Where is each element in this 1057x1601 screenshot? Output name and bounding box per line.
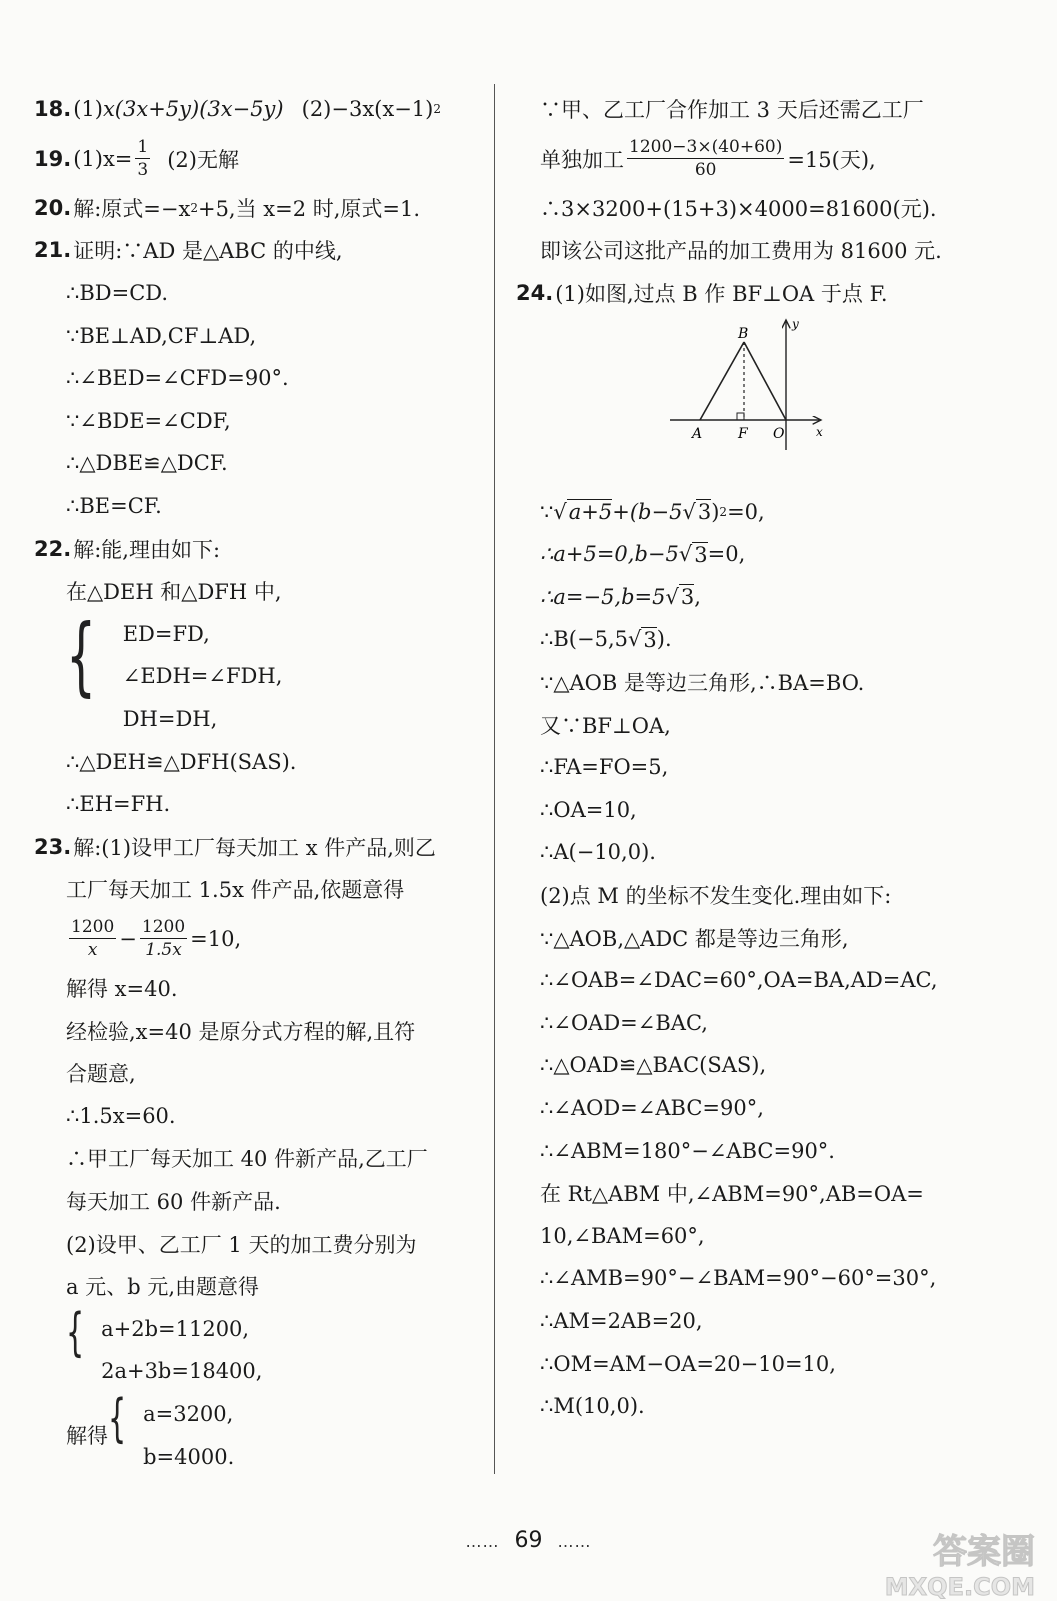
q20-line xyxy=(34,187,494,230)
q19-fraction xyxy=(135,136,150,181)
side-bo xyxy=(744,342,786,420)
q24-step: ∴OA=10, xyxy=(540,797,637,822)
q24-step: ∴AM=2AB=20, xyxy=(540,1308,703,1333)
coordinate-figure xyxy=(516,314,996,490)
q23-intro: 解:(1)设甲工厂每天加工 x 件产品,则乙 xyxy=(73,835,436,860)
footer-dots-left: …… xyxy=(465,1532,500,1551)
label-a: A xyxy=(692,426,703,443)
q18-part1-label: (1) xyxy=(73,97,103,122)
q24-step: ∴∠OAB=∠DAC=60°,OA=BA,AD=AC, xyxy=(540,968,938,993)
q21-number: 21. xyxy=(34,238,72,263)
watermark-domain: MXQE.COM xyxy=(884,1573,1035,1601)
q24-step: 10,∠BAM=60°, xyxy=(540,1223,705,1248)
q20-text2: +5,当 x=2 时,原式=1. xyxy=(197,196,421,221)
label-b: B xyxy=(738,326,749,343)
q18-part2-expr: (2)−3x(x−1) xyxy=(301,97,434,122)
q23-rhs: =10, xyxy=(190,926,242,951)
q23-equation-system xyxy=(34,1303,494,1392)
q23-frac1 xyxy=(69,916,116,961)
q22-step: 在△DEH 和△DFH 中, xyxy=(66,580,282,605)
q19-part2: (2)无解 xyxy=(167,147,239,172)
s2-end: =0, xyxy=(707,542,746,567)
label-x: x xyxy=(816,425,823,440)
q23-sys-row: 2a+3b=18400, xyxy=(101,1359,263,1384)
s4-radicand: 3 xyxy=(643,627,657,652)
q24-step: ∴A(−10,0). xyxy=(540,840,656,865)
q23-continued-fraction-line xyxy=(516,131,996,187)
r1-prefix: 单独加工 xyxy=(540,147,624,172)
q19-number: 19. xyxy=(34,146,72,171)
q23-sol-row: b=4000. xyxy=(143,1444,235,1469)
s1-radicand2: 3 xyxy=(697,500,712,525)
q23-step: 解得 x=40. xyxy=(66,976,178,1001)
r1-frac-den: 60 xyxy=(694,160,717,181)
s1-radicand: a+5 xyxy=(568,500,613,525)
q22-sys-row: DH=DH, xyxy=(122,707,218,732)
q24-step: ∴a=−5,b=5 √ 3 , xyxy=(540,584,701,610)
q23-frac2 xyxy=(140,916,187,961)
q23-step: ∴甲工厂每天加工 40 件新产品,乙工厂 xyxy=(66,1147,428,1172)
label-f: F xyxy=(738,426,748,443)
side-ab xyxy=(700,342,744,420)
s4-end: ). xyxy=(656,627,672,652)
q24-step: (2)点 M 的坐标不发生变化.理由如下: xyxy=(540,884,892,909)
brace-symbol: { xyxy=(108,1388,127,1449)
q22-number: 22. xyxy=(34,536,72,561)
q20-text1: 解:原式=−x xyxy=(73,196,191,221)
q21-line-0 xyxy=(34,229,494,272)
q19-frac-num: 1 xyxy=(137,137,149,158)
s3-text: ∴a=−5,b=5 xyxy=(540,584,666,609)
q23-step: ∴1.5x=60. xyxy=(66,1103,176,1128)
q23-equation xyxy=(34,911,494,967)
s2-radicand: 3 xyxy=(694,542,708,567)
q23-step: 合题意, xyxy=(66,1062,136,1087)
q23-line-0 xyxy=(34,826,494,869)
q24-line-0 xyxy=(516,272,996,315)
q24-step: ∴M(10,0). xyxy=(540,1394,645,1419)
triangle-diagram xyxy=(666,314,836,464)
q18-part1-expr: x(3x+5y)(3x−5y) xyxy=(102,97,284,122)
q24-step: ∴∠ABM=180°−∠ABC=90°. xyxy=(540,1138,835,1163)
brace-symbol: { xyxy=(66,605,97,706)
s1-exponent: 2 xyxy=(719,504,728,519)
page-number: 69 xyxy=(514,1528,543,1553)
q20-number: 20. xyxy=(34,195,72,220)
s3-radicand: 3 xyxy=(680,585,695,610)
column-divider xyxy=(494,84,495,1474)
q23-step: a 元、b 元,由题意得 xyxy=(66,1275,259,1300)
q23-step: 每天加工 60 件新产品. xyxy=(66,1189,281,1214)
q22-step: ∴EH=FH. xyxy=(66,792,171,817)
q20-exponent: 2 xyxy=(190,200,198,215)
s4-text: ∴B(−5,5 xyxy=(540,627,628,652)
q23-sys-row: a+2b=11200, xyxy=(101,1316,250,1341)
q24-step: ∴∠AMB=90°−∠BAM=90°−60°=30°, xyxy=(540,1266,937,1291)
q23-step: 经检验,x=40 是原分式方程的解,且符 xyxy=(66,1019,416,1044)
q24-step: ∴OM=AM−OA=20−10=10, xyxy=(540,1351,836,1376)
left-column xyxy=(34,88,494,1478)
q23-frac2-den: 1.5x xyxy=(145,940,182,961)
q23-frac1-num: 1200 xyxy=(71,917,115,938)
q22-step: ∴△DEH≌△DFH(SAS). xyxy=(66,749,297,774)
q22-line-0 xyxy=(34,527,494,570)
brace-symbol: { xyxy=(66,1303,85,1364)
q19-line xyxy=(34,131,494,187)
right-column xyxy=(516,88,996,1427)
label-y: y xyxy=(792,317,799,332)
s1-paren: ) xyxy=(711,499,720,524)
q24-step-sqrt: ∵ √ a+5 +(b−5 √ 3 ) 2 =0, xyxy=(540,499,765,525)
q21-step: ∴△DBE≌△DCF. xyxy=(66,451,228,476)
s1-end: =0, xyxy=(727,499,765,524)
q18-number: 18. xyxy=(34,97,72,122)
q23-minus: − xyxy=(119,926,137,951)
q19-frac-den: 3 xyxy=(137,160,149,181)
q18-exponent: 2 xyxy=(433,102,441,117)
footer-dots-right: …… xyxy=(557,1532,592,1551)
q18-line xyxy=(34,88,494,131)
q23-solution-system xyxy=(34,1388,494,1478)
q24-step: ∵△AOB 是等边三角形,∴BA=BO. xyxy=(540,671,865,696)
q21-step: ∴BD=CD. xyxy=(66,281,169,306)
right-angle-mark xyxy=(737,413,744,420)
q23-step: 工厂每天加工 1.5x 件产品,依题意得 xyxy=(66,878,405,903)
q24-step: ∴a+5=0,b−5 √ 3 =0, xyxy=(540,542,746,567)
q19-part1: (1)x= xyxy=(73,146,133,171)
q22-intro: 解:能,理由如下: xyxy=(73,537,221,562)
q23-sol-row: a=3200, xyxy=(143,1401,234,1426)
q23-conclusion: 即该公司这批产品的加工费用为 81600 元. xyxy=(540,239,942,264)
q22-sys-row: ∠EDH=∠FDH, xyxy=(122,664,283,689)
q23-solve-label: 解得 xyxy=(66,1424,108,1449)
s1-because: ∵ xyxy=(540,499,554,524)
q21-step: ∴∠BED=∠CFD=90°. xyxy=(66,366,289,391)
site-watermark xyxy=(867,1524,1035,1601)
watermark-logo-text: 答案圈 xyxy=(933,1532,1035,1572)
q24-number: 24. xyxy=(516,281,554,306)
q23-number: 23. xyxy=(34,834,72,859)
q24-step: ∴FA=FO=5, xyxy=(540,755,669,780)
label-o: O xyxy=(773,426,785,443)
q21-step: ∵∠BDE=∠CDF, xyxy=(66,408,231,433)
s1-mid: +(b−5 xyxy=(612,499,683,524)
q23-continued-line: ∵甲、乙工厂合作加工 3 天后还需乙工厂 xyxy=(540,98,924,123)
r1-suffix: =15(天), xyxy=(787,147,876,172)
q24-step: 又∵BF⊥OA, xyxy=(540,713,671,738)
s3-end: , xyxy=(694,584,701,609)
q21-step: ∵BE⊥AD,CF⊥AD, xyxy=(66,323,257,348)
q24-step: ∴∠OAD=∠BAC, xyxy=(540,1010,708,1035)
q24-step: ∴∠AOD=∠ABC=90°, xyxy=(540,1095,764,1120)
q24-intro: (1)如图,过点 B 作 BF⊥OA 于点 F. xyxy=(555,282,888,307)
q21-intro: 证明:∵AD 是△ABC 的中线, xyxy=(73,239,343,264)
s2-text: ∴a+5=0,b−5 xyxy=(540,542,679,567)
q24-step: ∵△AOB,△ADC 都是等边三角形, xyxy=(540,926,849,951)
q24-step: 在 Rt△ABM 中,∠ABM=90°,AB=OA= xyxy=(540,1182,924,1207)
q22-condition-system xyxy=(34,605,494,741)
q23-step: (2)设甲、乙工厂 1 天的加工费分别为 xyxy=(66,1232,417,1257)
q23-frac1-den: x xyxy=(87,940,98,961)
r1-frac-num: 1200−3×(40+60) xyxy=(629,137,783,158)
q24-step: ∴△OAD≌△BAC(SAS), xyxy=(540,1053,767,1078)
q23-continued-line: ∴3×3200+(15+3)×4000=81600(元). xyxy=(540,196,937,221)
q23-frac2-num: 1200 xyxy=(141,917,186,938)
q21-step: ∴BE=CF. xyxy=(66,494,162,519)
q22-sys-row: ED=FD, xyxy=(122,621,210,646)
r1-fraction xyxy=(627,136,784,181)
q24-step: ∴B(−5,5 √ 3 ). xyxy=(540,627,672,652)
